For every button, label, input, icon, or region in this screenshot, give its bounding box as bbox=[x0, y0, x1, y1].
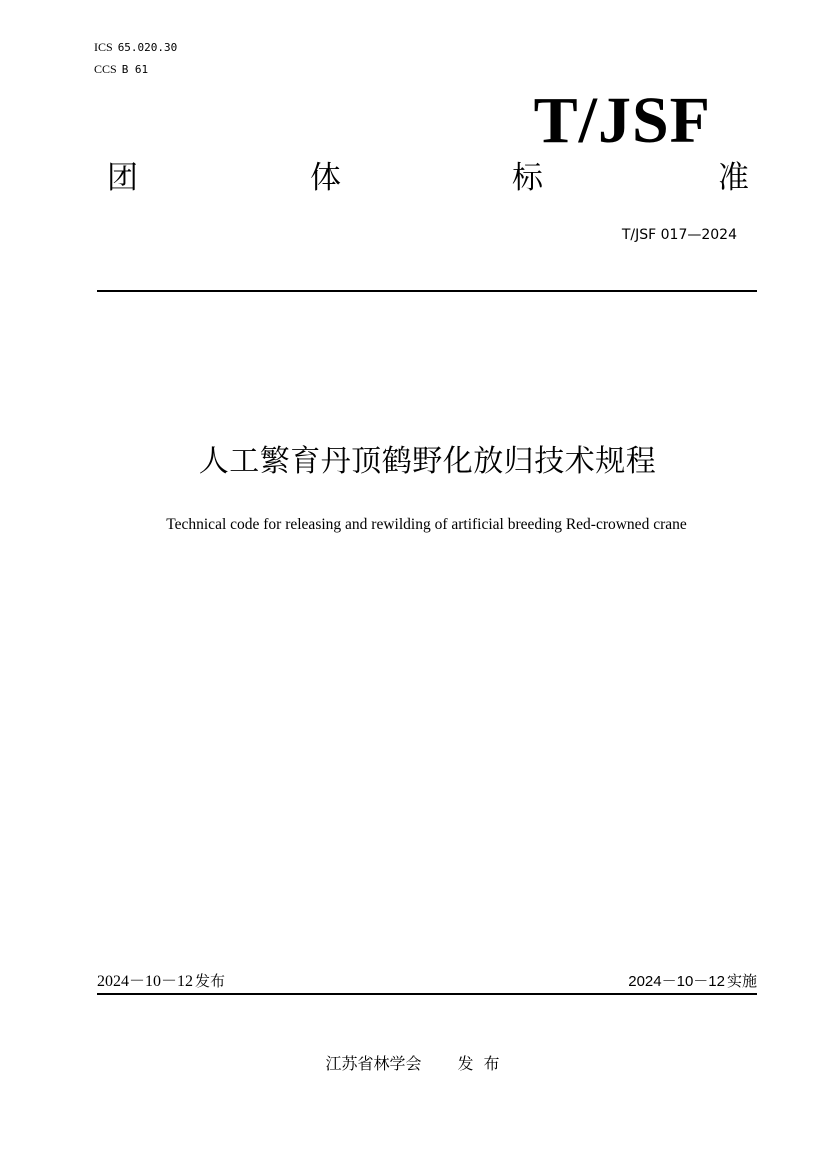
standard-type-char: 标 bbox=[512, 160, 543, 196]
publisher-name: 江苏省林学会 bbox=[325, 1054, 422, 1073]
publisher-line bbox=[0, 1054, 815, 1074]
header-divider bbox=[97, 290, 757, 292]
implement-date: 2024－10－12 bbox=[628, 973, 725, 990]
standard-type-char: 团 bbox=[107, 160, 138, 196]
ccs-code: B 61 bbox=[121, 63, 149, 76]
ics-label: ICS bbox=[94, 40, 113, 54]
standard-logo: T/JSF bbox=[533, 84, 711, 157]
ics-line bbox=[94, 40, 177, 55]
standard-type-char: 体 bbox=[310, 160, 341, 196]
publish-label: 发布 bbox=[195, 972, 226, 990]
title-english: Technical code for releasing and rewilding of artificial breeding Red-crowned crane bbox=[166, 516, 687, 533]
footer-divider bbox=[97, 993, 757, 995]
ccs-line bbox=[94, 62, 148, 77]
implement-label: 实施 bbox=[726, 972, 757, 990]
ccs-label: CCS bbox=[94, 62, 117, 76]
standard-type-char: 准 bbox=[718, 160, 749, 196]
standard-number: T/JSF 017—2024 bbox=[621, 227, 737, 243]
publish-date-line bbox=[97, 971, 225, 992]
publish-date: 2024－10－12 bbox=[97, 973, 194, 990]
publisher-action: 发布 bbox=[457, 1054, 510, 1073]
title-chinese: 人工繁育丹顶鹤野化放归技术规程 bbox=[198, 444, 657, 479]
ics-code: 65.020.30 bbox=[117, 41, 178, 54]
implement-date-line bbox=[628, 971, 757, 992]
